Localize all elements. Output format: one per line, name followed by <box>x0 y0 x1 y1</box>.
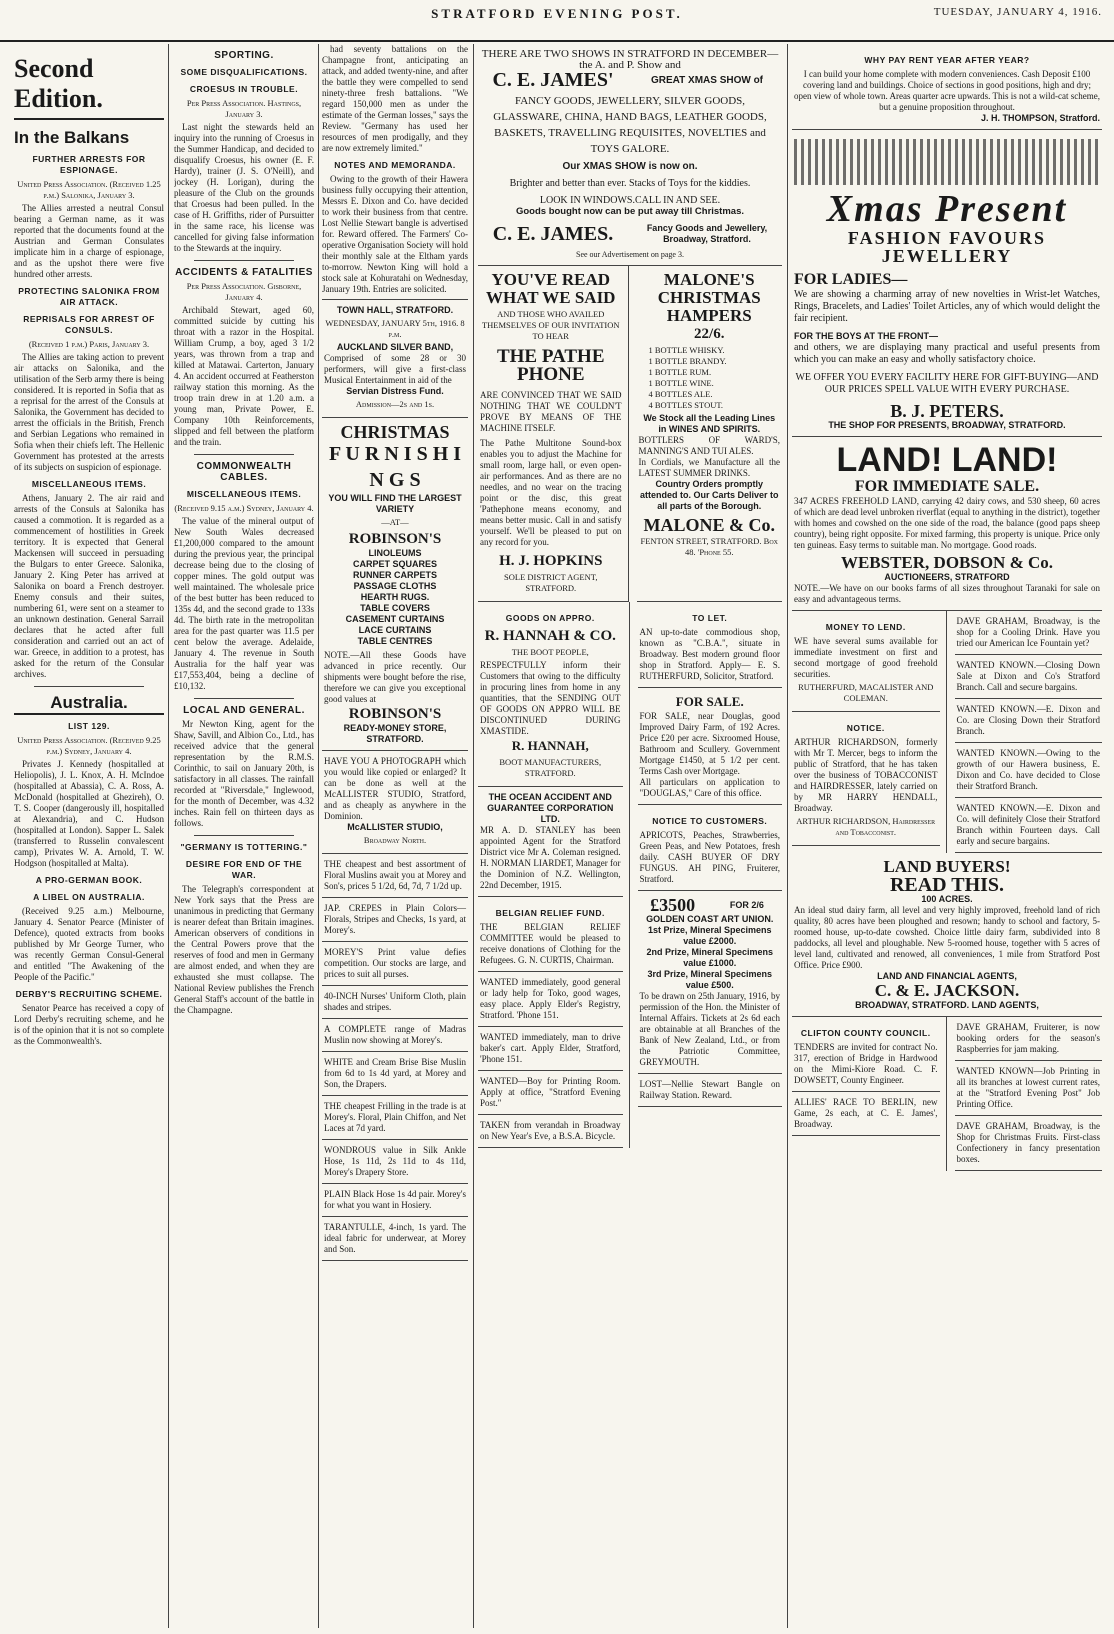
ad-body: APRICOTS, Peaches, Strawberries, Green Peas, and New Potatoes, fresh daily. CASH BUYER OF DRY FUNGUS. AH PING, Fruiterer, Stratford. <box>639 830 780 884</box>
small-ad: WANTED KNOWN.—E. Dixon and Co. will definitely Close their Stratford Branch within Fourteen days. Call early and secure bargains. <box>955 798 1103 853</box>
ads-row-3 <box>792 611 1102 853</box>
ad-body: In Cordials, we Manufacture all the LATEST SUMMER DRINKS. <box>638 457 780 478</box>
article-heading: COMMONWEALTH CABLES. <box>196 461 292 483</box>
ad-address: THE SHOP FOR PRESENTS, BROADWAY, STRATFORD. <box>828 420 1066 430</box>
furnishings-letter: N <box>369 469 384 491</box>
ad-body: and others, we are displaying many practical and useful presents from which you can make an easy and wholly satisfactory choice. <box>794 342 1100 365</box>
article-source: (Received 1 p.m.) Paris, January 3. <box>28 339 150 349</box>
ad-peters <box>792 130 1102 437</box>
column-rule <box>318 44 319 1628</box>
ad-brand: R. HANNAH & CO. <box>484 628 616 644</box>
ad-brand: ROBINSON'S <box>348 531 442 547</box>
ad-heading: TOWN HALL, STRATFORD. <box>336 305 454 315</box>
ad-heading: THE OCEAN ACCIDENT AND GUARANTEE CORPORATION LTD. <box>487 792 614 824</box>
divider <box>34 686 144 687</box>
hamper-item: 1 BOTTLE BRANDY. <box>648 356 727 366</box>
ad-clifton <box>792 1017 940 1092</box>
ad-heading: WHY PAY RENT YEAR AFTER YEAR? <box>864 55 1030 65</box>
section-australia: Australia. <box>14 693 164 715</box>
ads-right <box>955 1017 1103 1171</box>
divider <box>194 698 294 699</box>
ad-land-sale <box>792 437 1102 611</box>
hamper-item: 1 BOTTLE WINE. <box>648 378 714 388</box>
article-heading: NOTES AND MEMORANDA. <box>334 160 456 170</box>
ad-signature: J. H. THOMPSON, Stratford. <box>980 113 1100 123</box>
article-heading: DERBY'S RECRUITING SCHEME. <box>15 989 163 999</box>
ads-left <box>792 611 947 853</box>
hamper-list <box>649 345 781 411</box>
article-body: The Allies are taking action to prevent air attacks on Salonika, and the utilisation of the Serb army there is being considered. It is reported in Sofia that as a reprisal for the arrest of the Consuls at Salonika, the Government has decided to arrest the officials in the British, French and Serbian Legations who remained in Sofia when their chiefs left. The Hellenic Government has protested at the arrests of its subjects on suspicion of espionage. <box>14 352 164 472</box>
ad-subheading: FOR THE BOYS AT THE FRONT— <box>794 331 938 341</box>
article-source: Per Press Association. Hastings, January 3. <box>186 98 302 119</box>
ad-brand: C. & E. JACKSON. <box>874 981 1020 1000</box>
small-ad: TARANTULLE, 4-inch, 1s yard. The ideal fabric for underwear, at Morey and Son. <box>322 1217 468 1261</box>
ad-title-row <box>640 896 781 914</box>
ads-row-4 <box>792 1017 1102 1171</box>
column-3 <box>322 44 468 1628</box>
hamper-item: 1 BOTTLE RUM. <box>648 367 712 377</box>
ad-title-row <box>480 71 780 89</box>
ads-right <box>638 602 783 1148</box>
ad-hannah <box>478 602 623 787</box>
ad-price: £3500 <box>650 895 696 915</box>
article-source: United Press Association. (Received 1.25 p.m.) Salonika, January 3. <box>17 179 161 200</box>
ad-heading: NOTICE TO CUSTOMERS. <box>652 816 768 826</box>
ad-heading: BELGIAN RELIEF FUND. <box>495 908 605 918</box>
article-body: The Allies arrested a neutral Consul bearing a German name, as it was reported that the documents found at the Austrian and German Consulates implicate him in a charge of espionage, and as the upshot there were five hundred other arrests. <box>14 203 164 279</box>
ad-town-hall <box>322 299 468 418</box>
furnishings-letter: R <box>364 443 380 465</box>
ad-signature: RUTHERFURD, MACALISTER AND COLEMAN. <box>798 682 934 703</box>
small-ad: THE cheapest and best assortment of Floral Muslins await you at Morey and Son's, prices 5 1/2d, 6d, 7d, 7 1/2d up. <box>322 854 468 898</box>
furnishings-letter: I <box>453 443 462 465</box>
small-ad: WANTED KNOWN.—Owing to the growth of our Hawera business, E. Dixon and Co. have decided to Close their Stratford Branch. <box>955 743 1103 798</box>
ad-at: —AT— <box>381 517 409 527</box>
ad-brand: ROBINSON'S <box>348 706 442 722</box>
ad-body: RESPECTFULLY inform their Customers that owing to the difficulty in procuring lines from home in any quantities, that the SENDING OUT OF GOODS ON APPRO WILL BE DISCONTINUED DURING XMASTIDE. <box>480 660 621 736</box>
ad-subheading: Our XMAS SHOW is now on. <box>562 161 698 172</box>
ad-heading: MONEY TO LEND. <box>825 622 906 632</box>
ad-body: 347 ACRES FREEHOLD LAND, carrying 42 dairy cows, and 530 sheep, 60 acres of which are dead level unbroken riverflat (equal to anything in the district), together with homes and cowshed on the one side of the road, the balance (good paps sheep country), being right opposite. For mixed farming, this property is unique. Price only ten guineas. Easy terms to suitable man. No mortgage. Good roads. <box>794 496 1100 550</box>
goods-item: CARPET SQUARES <box>352 559 437 569</box>
article-body: Athens, January 2. The air raid and arrests of the Consuls at Salonika has caused a commotion. It is regarded as a commencement of hostilities in Greek territory. It is expected that General Mackensen will succeed in persuading the Bulgars to enter Greece. Salonika, January 2. King Peter has arrived at Salonika on board a French destroyer. Enemy consuls and their suites, numbering 61, were sent on a steamer to an unknown destination. General Sarrail declares that he acted after full consideration and carried out an act of war. Greece, in addition to a protest, has asked for the return of the Consular archives. <box>14 493 164 679</box>
prize-item: 1st Prize, Mineral Specimens value £2000. <box>647 925 772 946</box>
hamper-item: 4 BOTTLES ALE. <box>648 389 713 399</box>
column-2 <box>174 44 314 1628</box>
column-rule <box>787 44 788 1628</box>
furnishings-vertical <box>324 441 466 493</box>
small-ad: WANTED KNOWN—Job Printing in all its branches at lowest current rates, at the "Stratford Evening Post" Job Printing Office. <box>955 1061 1103 1116</box>
ad-body: Goods bought now can be put away till Christmas. <box>515 206 745 217</box>
ad-brand: H. J. HOPKINS <box>499 553 603 569</box>
goods-item: TABLE CENTRES <box>357 636 433 646</box>
ad-admission: Admission—2s and 1s. <box>355 399 435 409</box>
ad-brand: R. HANNAH, <box>511 738 589 753</box>
article-body: (Received 9.25 a.m.) Melbourne, January 4. Senator Pearce (Minister of Defence), quoted extracts from books published by Mr George Turner, who was recently German Consul-General and entitled "The Awakening of the People of the Pacific." <box>14 906 164 982</box>
ad-body: An ideal stud dairy farm, all level and very highly improved, freehold land of rich quality, 80 acres have been ploughed and resown; handy to school and factory, 5-roomed house, up-to-date cowshed. Choice little dairy farm, subdivided into 8 paddocks, all level and ploughable. New 5-roomed house, together with 5 acres of level land, cultivated and renowed, all conveniences, 1 mile from Stratford Post Office. Price £900. <box>794 905 1100 970</box>
hamper-item: 4 BOTTLES STOUT. <box>648 400 724 410</box>
ad-money <box>792 611 940 712</box>
ad-brand: C. E. JAMES. <box>492 223 614 245</box>
ad-price-sub: FOR 2/6 <box>729 899 764 910</box>
ad-body: The Pathe Multitone Sound-box enables you to adjust the Machine for small room, large hall, or even open-air performances. And as there are no needles, and no wear on the tracing point or the disc, this great 'Pathephone means economy, and means better music. Call in and satisfy yourself. We'll be pleased to put on any record for you. <box>480 438 622 547</box>
ad-subheading: READ THIS. <box>889 874 1005 896</box>
section-sporting: SPORTING. <box>214 50 274 61</box>
ad-address: BOOT MANUFACTURERS, STRATFORD. <box>499 757 602 778</box>
small-ad: ALLIES' RACE TO BERLIN, new Game, 2s each, at C. E. James', Broadway. <box>792 1092 940 1136</box>
small-ad: THE cheapest Frilling in the trade is at Morey's. Floral, Plain Chiffon, and Net Laces at 7d yard. <box>322 1096 468 1140</box>
furnishings-letter: H <box>432 443 449 465</box>
column-1 <box>14 44 164 1628</box>
ad-heading: LAND! LAND! <box>836 441 1058 479</box>
small-ad: DAVE GRAHAM, Fruiterer, is now booking orders for the season's Raspberries for jam making. <box>955 1017 1103 1061</box>
ads-row-2 <box>478 602 782 1148</box>
xmas-present-logo: Xmas Present <box>826 188 1068 230</box>
ad-subheading: THE BOOT PEOPLE, <box>511 647 589 657</box>
ad-heading: TO LET. <box>692 613 728 623</box>
article-heading: LIST 129. <box>68 721 110 731</box>
small-ad: TAKEN from verandah in Broadway on New Year's Eve, a B.S.A. Bicycle. <box>478 1115 623 1148</box>
small-ad: WANTED immediately, man to drive baker's cart. Apply Elder, Stratford, 'Phone 151. <box>478 1027 623 1071</box>
small-ad: A COMPLETE range of Madras Muslin now showing at Morey's. <box>322 1019 468 1052</box>
issue-date: TUESDAY, JANUARY 4, 1916. <box>933 6 1102 18</box>
ad-address: Broadway North. <box>363 835 427 845</box>
ad-notice <box>792 712 940 846</box>
furnishings-letter: F <box>328 443 341 465</box>
ad-heading: CHRISTMAS <box>340 422 450 442</box>
ad-body: TENDERS are invited for contract No. 317, erection of Bridge in Hardwood on the Mimi-Kiore Road. C. F. DOWSETT, County Engineer. <box>794 1042 938 1085</box>
ad-body: To be drawn on 25th January, 1916, by permission of the Hon. the Minister of Internal Affairs. Tickets at 2s 6d each are obtainable at all Branches of the Bank of New Zealand, Ltd., or from the Patriotic Committee, GREYMOUTH. <box>639 991 780 1067</box>
ad-ocean <box>478 787 623 897</box>
ad-body: AN up-to-date commodious shop, known as "C.B.A.", situate in Broadway. Best modern ground floor shop in Stratford. Apply— E. S. RUTHERFURD, Solicitor, Stratford. <box>639 627 780 681</box>
ad-pathe <box>478 266 629 602</box>
article-heading: REPRISALS FOR ARREST OF CONSULS. <box>23 314 155 335</box>
ad-thompson <box>792 44 1102 130</box>
ad-heading: GOLDEN COAST ART UNION. <box>646 914 774 924</box>
ad-body: Country Orders promptly attended to. Our Carts Deliver to all parts of the Borough. <box>639 479 779 511</box>
article-body: Senator Pearce has received a copy of Lord Derby's recruiting scheme, and he is of the opinion that it is not so complete as the Commonwealth's. <box>14 1003 164 1046</box>
ad-body: ARTHUR RICHARDSON, formerly with Mr T. Mercer, begs to inform the public of Stratford, that he has taken over the business of TOBACCONIST and HAIRDRESSER, lately carried on by MR HARRY HENDALL, Broadway. <box>794 737 938 813</box>
masthead <box>0 0 1114 42</box>
furnishings-letter: S <box>409 469 421 491</box>
ad-goods: FANCY GOODS, JEWELLERY, SILVER GOODS, GLASSWARE, CHINA, HAND BAGS, LEATHER GOODS, BASKETS, TRAVELLING REQUISITES, NOVELTIES and TOYS GALORE. <box>493 95 767 155</box>
divider <box>194 454 294 455</box>
article-heading: DESIRE FOR END OF THE WAR. <box>185 859 303 880</box>
ad-note: NOTE.—All these Goods have advanced in price recently. Our shipments were bought before the rise, therefore we can give you exceptional good values at <box>324 650 466 704</box>
article-body: The Telegraph's correspondent at New York says that the Press are unanimous in predicting that Germany is nearer defeat than Britain imagines. American observers of conditions in the Central Powers prove that the reserves of food and men in Germany are almost ended, and when they are exhausted she must collapse. The National Review publishes the French General Staff's account of the battle in the Champagne. <box>174 884 314 1015</box>
small-ad: LOST—Nellie Stewart Bangle on Railway Station. Reward. <box>638 1074 783 1107</box>
small-ad: DAVE GRAHAM, Broadway, is the Shop for Christmas Fruits. First-class Confectionery in fancy presentation boxes. <box>955 1116 1103 1171</box>
prize-item: 2nd Prize, Mineral Specimens value £1000. <box>646 947 774 968</box>
ad-heading: GOODS ON APPRO. <box>505 613 595 623</box>
ad-body: FOR SALE, near Douglas, good Improved Dairy Farm, of 192 Acres. Price £20 per acre. Sixroomed House, Bathroom and Scullery. Government Mortgage £1450, at 5 1/2 per cent. Terms Cash over Mortgage. <box>639 711 780 776</box>
small-ad: WANTED immediately, good general or lady help for Toko, good wages, easy place. Apply Elder's Registry, Stratford. 'Phone 151. <box>478 972 623 1027</box>
article-source: (Received 9.15 a.m.) Sydney, January 4. <box>174 503 314 513</box>
ad-art-union <box>638 891 783 1074</box>
ad-body: Brighter and better than ever. Stacks of Toys for the kiddies. <box>509 178 751 189</box>
furnishings-letter: S <box>416 443 428 465</box>
ad-address: BROADWAY, STRATFORD. LAND AGENTS, <box>855 1000 1039 1010</box>
article-heading: FURTHER ARRESTS FOR ESPIONAGE. <box>32 154 146 175</box>
prize-item: 3rd Prize, Mineral Specimens value £500. <box>647 969 773 990</box>
article-heading: A PRO-GERMAN BOOK. <box>35 875 143 885</box>
ad-note: See our Advertisement on page 3. <box>576 250 684 259</box>
ad-malone <box>637 266 783 602</box>
article-body: Owing to the growth of their Hawera business fully occupying their attention, Messrs E. Dixon and Co. have decided to work their business from that centre. Lost Nellie Stewart bangle is advertised for. Reward offered. The Farmers' Co-operative Organisation Society will hold their monthly sale at the Eltham yards to-morrow. Newton King will hold a stock sale at Kohuratahi on Wednesday, January 19th. Entries are solicited. <box>322 174 468 294</box>
ad-heading: FOR SALE. <box>675 694 744 709</box>
ad-brand: THE PATHE PHONE <box>496 346 605 385</box>
ad-note: NOTE.—We have on our books farms of all sizes throughout Taranaki for sale on easy and advantageous terms. <box>794 583 1100 604</box>
article-body: Mr Newton King, agent for the Shaw, Savill, and Albion Co., Ltd., has received advice that the general representation by the R.M.S. Corinthic, to sail on January 20th, is satisfactory in all classes. The rainfall recorded at "Riversdale," Inglewood, for the month of December, was 4.32 inches. Rain fell on thirteen days as follows. <box>174 719 314 828</box>
article-heading: A LIBEL ON AUSTRALIA. <box>33 892 145 902</box>
ad-heading: MALONE'S CHRISTMAS HAMPERS <box>657 270 761 325</box>
ad-body: All particulars on application to "DOUGLAS," Care of this office. <box>639 777 780 798</box>
edition-heading: Second Edition. <box>14 54 164 120</box>
ad-body: Comprised of some 28 or 30 performers, will give a first-class Musical Entertainment in aid of the <box>324 353 466 385</box>
ad-notice-customers <box>638 805 783 891</box>
furnishings-letter: G <box>388 469 405 491</box>
ad-body: We Stock all the Leading Lines in WINES AND SPIRITS. <box>643 413 776 434</box>
small-ad: WONDROUS value in Silk Ankle Hose, 1s 11d, 2s 11d to 4s 11d, Morey's Drapery Store. <box>322 1140 468 1184</box>
ad-heading: FASHION FAVOURS JEWELLERY <box>847 228 1047 266</box>
ad-subheading: AND THOSE WHO AVAILED THEMSELVES OF OUR INVITATION TO HEAR <box>481 309 620 341</box>
ad-to-let <box>638 602 783 688</box>
article-heading: "GERMANY IS TOTTERING." <box>180 842 308 852</box>
column-rule <box>168 44 169 1628</box>
article-body: had seventy battalions on the Champagne front, anticipating an attack, and added twenty-nine, and after the battle they were compelled to send ninety-three fresh battalions. "We regard 150,000 men as under the estimate of the German losses," says the Review. "Germany has used her resources of men prodigally, and they are now extremely limited." <box>322 44 468 153</box>
furnishings-letter: U <box>345 443 360 465</box>
ad-heading: AUCKLAND SILVER BAND, <box>336 342 454 352</box>
article-heading: ACCIDENTS & FATALITIES <box>175 267 313 278</box>
ad-body: HAVE YOU A PHOTOGRAPH which you would like copied or enlarged? It can be done as well at the McALLISTER STUDIO, Stratford, and as cheaply as anywhere in the Dominion. <box>324 756 466 821</box>
article-heading: MISCELLANEOUS ITEMS. <box>186 489 302 499</box>
ad-subheading: YOU WILL FIND THE LARGEST VARIETY <box>328 493 462 514</box>
article-body: The value of the mineral output of New South Wales decreased £1,200,000 compared to the amount during the previous year, the principal decrease being due to the closing of copper mines. The gold output was well maintained. The wholesale price of the best butter has been reduced to 135s 4d, and the second grade to 133s 4d. The birth rate in the metropolitan area for the past quarter was 11.5 per cent below the average. Adelaide, January 4. The revenue in South Australia for the half year was £17,553,404, being a decline of £10,132. <box>174 516 314 691</box>
ad-price: 22/6. <box>694 326 725 342</box>
decorative-banner <box>794 139 1100 185</box>
ad-heading: CLIFTON COUNTY COUNCIL. <box>800 1028 931 1038</box>
ad-address: Fancy Goods and Jewellery, Broadway, Stratford. <box>646 223 768 244</box>
ad-brand: C. E. JAMES' <box>492 69 614 91</box>
newspaper-title: STRATFORD EVENING POST. <box>431 6 683 21</box>
ad-subheading: FOR IMMEDIATE SALE. <box>854 478 1040 495</box>
article-source: United Press Association. (Received 9.25 p.m.) Sydney, January 4. <box>17 735 161 756</box>
ads-right <box>955 611 1103 853</box>
article-body: Archibald Stewart, aged 60, committed suicide by cutting his throat with a razor in the Hospital. William Crump, a boy, aged 3 1/2 years, was thrown from a trap and killed at Matawai. Carterton, January 4. An accident occurred at Featherston railway station this morning. As the troop train drew in at 1.20 a.m. a young man, Private Power, E. Company 10th Reinforcements, slipped and fell between the platform and the train. <box>174 305 314 447</box>
ad-jackson <box>792 853 1102 1017</box>
furnishings-letter: N <box>384 443 399 465</box>
article-heading: CROESUS IN TROUBLE. <box>189 84 299 94</box>
ad-photo-studio <box>322 751 468 854</box>
column-5 <box>792 44 1102 1628</box>
small-ad: JAP. CREPES in Plain Colors—Florals, Stripes and Checks, 1s yard, at Morey's. <box>322 898 468 942</box>
ad-body: I can build your home complete with modern conveniences. Cash Deposit £100 covering land and buildings. Choice of sections in good positions, high and dry; open view of whole town. Areas quarter acre upwards. This is not a wild-cat scheme, but a genuine proposition throughout. <box>794 69 1100 112</box>
ads-left <box>478 602 630 1148</box>
article-heading: PROTECTING SALONIKA FROM AIR ATTACK. <box>18 286 160 307</box>
article-heading: SOME DISQUALIFICATIONS. <box>180 67 308 77</box>
small-ad: WHITE and Cream Brise Bise Muslin from 6d to 1s 4d yard, at Morey and Son, the Drapers. <box>322 1052 468 1096</box>
ad-address: READY-MONEY STORE, STRATFORD. <box>343 723 447 744</box>
divider <box>194 260 294 261</box>
ad-address: AUCTIONEERS, STRATFORD <box>884 572 1010 582</box>
ad-subheading: FOR LADIES— <box>794 271 908 288</box>
small-ad: PLAIN Black Hose 1s 4d pair. Morey's for what you want in Hosiery. <box>322 1184 468 1217</box>
ad-intro: THERE ARE TWO SHOWS IN STRATFORD IN DECEMBER—the A. and P. Show and <box>481 48 779 71</box>
ad-address: SOLE DISTRICT AGENT, STRATFORD. <box>504 572 598 593</box>
ad-ce-james <box>478 44 782 266</box>
ad-heading: LAND BUYERS! <box>883 857 1011 876</box>
ad-address: FENTON STREET, STRATFORD. Box 48. 'Phone 55. <box>640 536 779 557</box>
small-ad: WANTED KNOWN.—E. Dixon and Co. are Closing Down their Stratford Branch. <box>955 699 1103 743</box>
ad-subheading: GREAT XMAS SHOW of <box>650 74 764 86</box>
ad-brand: B. J. PETERS. <box>890 401 1004 421</box>
ad-body: THE BELGIAN RELIEF COMMITTEE would be pleased to receive donations of Clothing for the Refugees. G. N. CURTIS, Chairman. <box>480 922 621 965</box>
small-ad: 40-INCH Nurses' Uniform Cloth, plain shades and stripes. <box>322 986 468 1019</box>
article-source: Per Press Association. Gisborne, January 4. <box>186 281 302 302</box>
column-4 <box>478 44 782 1628</box>
ad-brand: McALLISTER STUDIO, <box>347 822 443 832</box>
ad-body: LOOK IN WINDOWS.CALL IN AND SEE. <box>539 195 721 206</box>
ad-heading: YOU'VE READ WHAT WE SAID <box>486 270 616 307</box>
goods-item: LINOLEUMS <box>368 548 422 558</box>
ad-brand: MALONE & Co. <box>643 515 775 535</box>
small-ad: MOREY'S Print value defies competition. Our stocks are large, and prices to suit all purses. <box>322 942 468 986</box>
article-body: Last night the stewards held an inquiry into the running of Croesus in the Summer Handicap, and decided to disqualify Croesus, his owner (E. F. Hardy), trainer (J. S. O'Neill), and jockey (H. Lorigan), during the pleasure of the Club on the grounds that Croesus had been pulled. In the case of H. Griffiths, rider of Pursuitter in the same race, his license was cancelled for giving false information to the Stewards at the inquiry. <box>174 122 314 253</box>
ad-body: WE have several sums available for immediate investment on first and second mortgage of good freehold securities. <box>794 636 938 679</box>
divider <box>194 835 294 836</box>
column-rule <box>473 44 474 1628</box>
ads-row-1 <box>478 266 782 602</box>
goods-item: PASSAGE CLOTHS <box>353 581 437 591</box>
ad-subheading: LAND AND FINANCIAL AGENTS, <box>877 971 1017 981</box>
ad-body: We are showing a charming array of new novelties in Wrist-let Watches, Rings, Bracelets, and Ladies' Toilet Articles, any of which would delight the fair recipient. <box>794 289 1100 324</box>
article-body: Privates J. Kennedy (hospitalled at Heliopolis), J. L. Knox, A. H. McIndoe (hospitalled at Abassia), C. A. Ross, A. McDonald (hospitalled at Ghezireh), O. T. S. Cooper (dangerously ill, hospitalled at Alexandria), and C. Hudson (hospitalled at London). Sapper L. Salek (transferred to Russelin convalescent camp), Privates W. A. Arnold, T. W. Hodgson (hospitalled at Malta). <box>14 759 164 868</box>
ad-body: ARE CONVINCED THAT WE SAID NOTHING THAT WE COULDN'T PROVE BY MEANS OF THE MACHINE ITSELF. <box>480 390 622 433</box>
goods-item: CASEMENT CURTAINS <box>345 614 445 624</box>
furnishings-letter: I <box>403 443 412 465</box>
goods-item: TABLE COVERS <box>360 603 430 613</box>
ad-footer <box>480 223 780 245</box>
goods-item: RUNNER CARPETS <box>352 570 437 580</box>
goods-item: HEARTH RUGS. <box>360 592 430 602</box>
ad-signature: ARTHUR RICHARDSON, Hairdresser and Tobacconist. <box>796 816 936 837</box>
ads-left <box>792 1017 947 1171</box>
ad-subheading: 100 ACRES. <box>921 894 973 904</box>
ad-body: WE OFFER YOU EVERY FACILITY HERE FOR GIFT-BUYING—AND OUR PRICES SPELL VALUE WITH EVERY PURCHASE. <box>795 372 1099 395</box>
ad-robinsons-furnishings <box>322 418 468 751</box>
ad-belgian <box>478 897 623 972</box>
hamper-item: 1 BOTTLE WHISKY. <box>648 345 725 355</box>
ad-body: MR A. D. STANLEY has been appointed Agent for the Stratford District vice Mr A. Coleman resigned. H. NORMAN LIARDET, Manager for the Dominion of N.Z. Wellington, 22nd December, 1915. <box>480 825 621 890</box>
article-heading: MISCELLANEOUS ITEMS. <box>31 479 147 489</box>
goods-item: LACE CURTAINS <box>358 625 432 635</box>
article-heading: LOCAL AND GENERAL. <box>183 705 305 716</box>
ad-body: BOTTLERS OF WARD'S, MANNING'S AND TUI ALES. <box>638 435 780 456</box>
ad-for-sale <box>638 688 783 805</box>
ad-date: WEDNESDAY, JANUARY 5th, 1916. 8 p.m. <box>325 318 465 339</box>
ad-heading: NOTICE. <box>846 723 885 733</box>
section-balkans: In the Balkans <box>14 128 130 147</box>
small-ad: DAVE GRAHAM, Broadway, is the shop for a Cooling Drink. Have you tried our American Ice Fountain yet? <box>955 611 1103 655</box>
small-ad: WANTED—Boy for Printing Room. Apply at office, "Stratford Evening Post." <box>478 1071 623 1115</box>
small-ad: WANTED KNOWN.—Closing Down Sale at Dixon and Co's Stratford Branch. Call and secure bargains. <box>955 655 1103 699</box>
ad-brand: WEBSTER, DOBSON & Co. <box>840 553 1054 572</box>
ad-heading: Servian Distress Fund. <box>346 386 444 396</box>
